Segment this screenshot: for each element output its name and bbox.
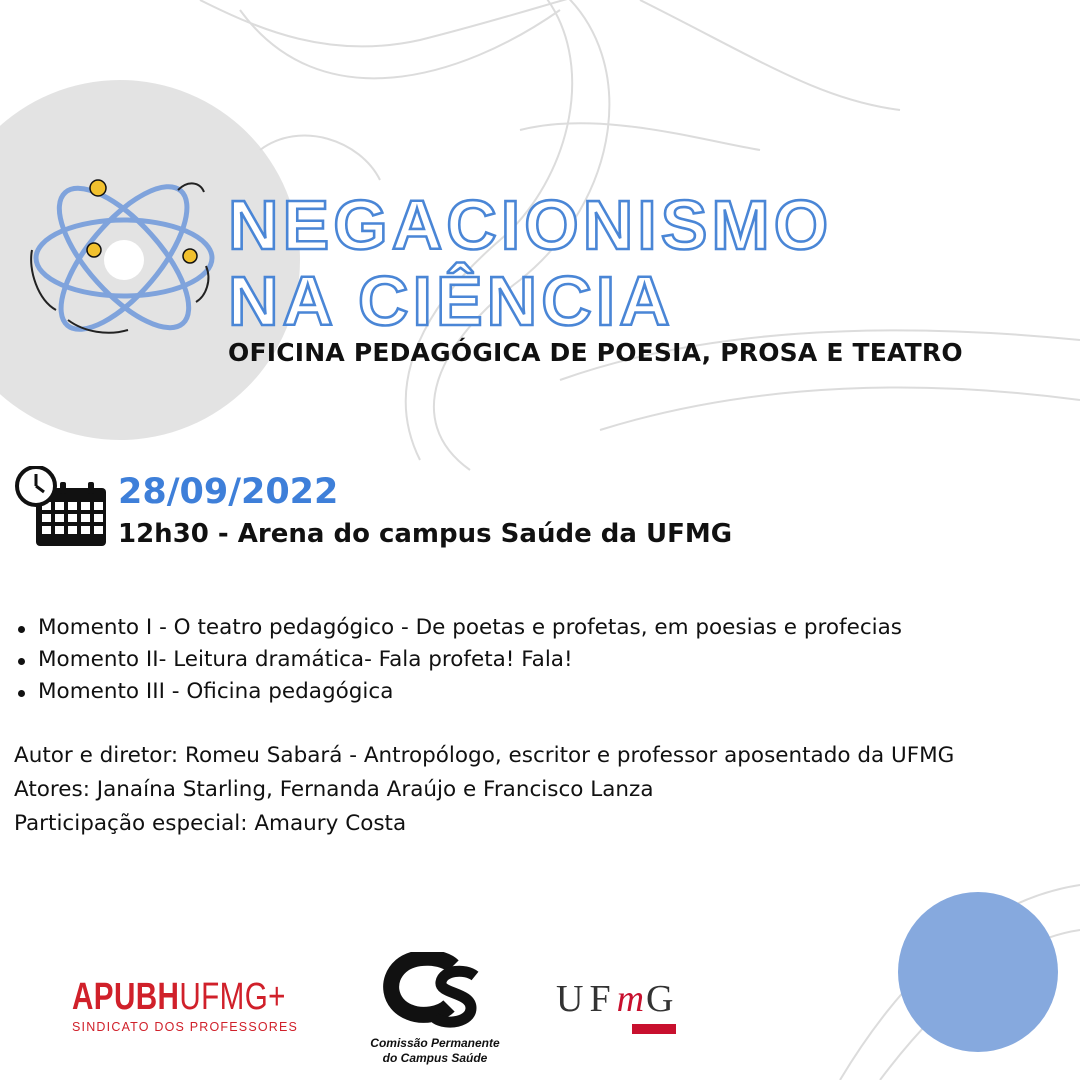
blue-circle xyxy=(898,892,1058,1052)
atom-icon xyxy=(28,170,218,340)
apubh-logo-sub: SINDICATO DOS PROFESSORES xyxy=(72,1020,299,1034)
event-time-place: 12h30 - Arena do campus Saúde da UFMG xyxy=(118,519,733,549)
title-line-2: NA CIÊNCIA xyxy=(228,262,674,340)
apubh-logo xyxy=(72,978,346,1034)
apubh-logo-regular: UFMG+ xyxy=(179,976,286,1018)
cs-logo-line2: do Campus Saúde xyxy=(382,1051,488,1065)
title-line-1: NEGACIONISMO xyxy=(228,186,833,264)
list-item: Momento III - Oficina pedagógica xyxy=(14,676,902,708)
cs-emblem xyxy=(375,952,495,1032)
ufmg-logo-g: G xyxy=(646,978,680,1020)
curve-line xyxy=(640,0,900,110)
credit-author: Autor e diretor: Romeu Sabará - Antropólogo, escritor e professor aposentado da UFMG xyxy=(14,743,955,768)
credit-special: Participação especial: Amaury Costa xyxy=(14,811,407,836)
list-item: Momento II- Leitura dramática- Fala profeta! Fala! xyxy=(14,644,902,676)
curve-line xyxy=(260,136,380,180)
ufmg-red-bar xyxy=(632,1024,676,1034)
ufmg-logo-f: F xyxy=(589,978,617,1020)
ufmg-logo-u: U xyxy=(556,978,590,1020)
list-item: Momento I - O teatro pedagógico - De poetas e profetas, em poesias e profecias xyxy=(14,612,902,644)
ufmg-logo-m: m xyxy=(616,978,647,1020)
moments-list xyxy=(14,612,902,708)
ufmg-logo xyxy=(556,980,680,1018)
cs-logo-line1: Comissão Permanente xyxy=(370,1036,500,1050)
subtitle: OFICINA PEDAGÓGICA DE POESIA, PROSA E TEATRO xyxy=(228,338,963,367)
curve-line xyxy=(520,123,760,150)
calendar-clock-icon xyxy=(14,466,110,550)
apubh-logo-bold: APUBH xyxy=(72,976,180,1018)
credit-actors: Atores: Janaína Starling, Fernanda Araújo e Francisco Lanza xyxy=(14,777,654,802)
cs-logo xyxy=(360,952,510,1066)
event-date: 28/09/2022 xyxy=(118,472,339,512)
credits xyxy=(14,739,954,841)
curve-line xyxy=(600,388,1080,430)
